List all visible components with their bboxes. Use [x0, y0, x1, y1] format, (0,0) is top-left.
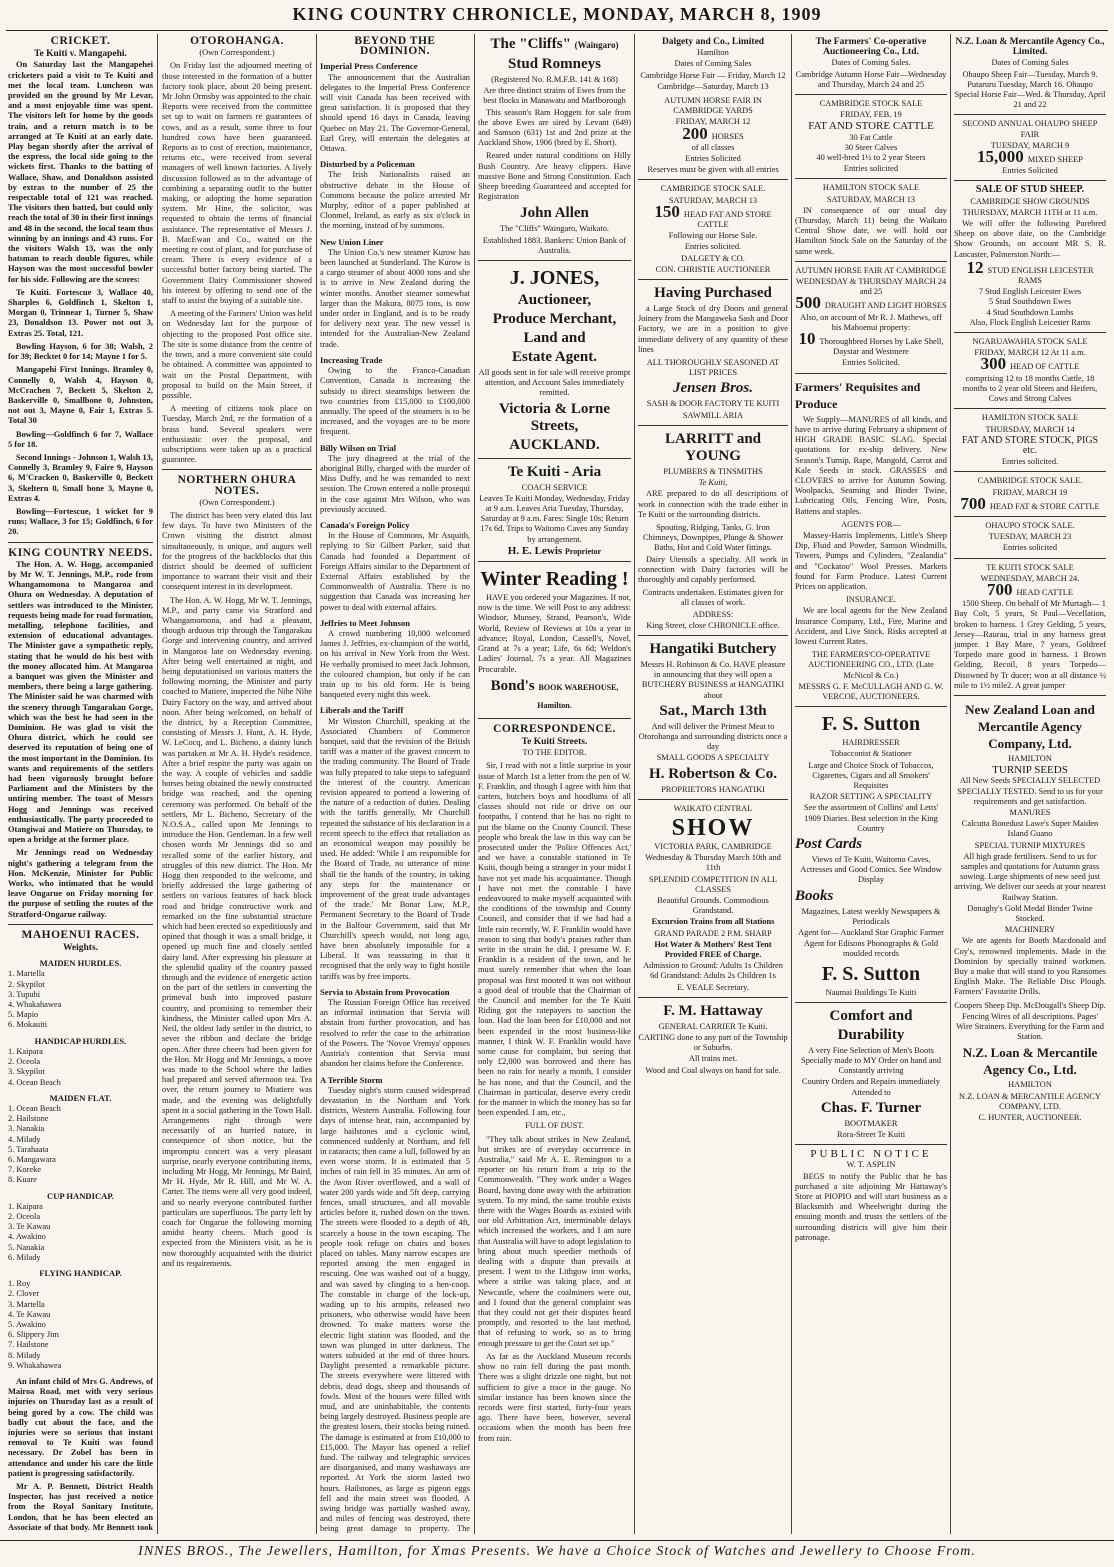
- special-body: All high grade fertilisers. Send to us for samples and quotations for Autumn grass sowing. Large shipments of new seed just arriving. We deliver our seeds at your nearest Railway Station.: [954, 851, 1106, 902]
- binder: Donaghy's Gold Medal Binder Twine Stocked.: [967, 903, 1093, 924]
- jones-line: Produce Merchant,: [492, 311, 617, 328]
- news-item: As far as the Auckland Museum records show no rain fell during the past month. There was a slight drizzle one night, but not sufficient to give a trace in the gauge. No similar instance has been known since the records were first started, forty-four years ago. There have been, however, several occasions when the month has been free from rain.: [478, 1351, 631, 1443]
- jones-city: AUCKLAND.: [509, 436, 600, 453]
- veale: E. VEALE Secretary.: [677, 982, 749, 992]
- byline: (Own Correspondent.): [199, 48, 275, 58]
- ham-date: THURSDAY, MARCH 14: [985, 424, 1075, 434]
- ngaru-date: FRIDAY, MARCH 12 At 11 a.m.: [974, 348, 1086, 358]
- king-country-heading: KING COUNTRY NEEDS.: [8, 546, 153, 559]
- turner: Chas. F. Turner: [820, 1099, 922, 1116]
- te-kuiti: Te Kuiti,: [698, 478, 728, 488]
- ham-stock: HAMILTON STOCK SALE: [822, 183, 920, 193]
- seasoned: ALL THOROUGHLY SEASONED AT LIST PRICES: [646, 358, 780, 378]
- race-entry: 8. Kuare: [8, 1175, 37, 1185]
- insurance-body: We are local agents for the New Zealand Insurance Company, Ltd., Fire, Marine and Accident, and Live Stock. Risks accepted at lowest Current Rates.: [795, 606, 947, 646]
- beyond-item-title: Imperial Press Conference: [320, 61, 418, 72]
- public-notice: PUBLIC NOTICE: [810, 1148, 932, 1161]
- nzloan-title: N.Z. Loan & Mercantile Agency Co., Limited.: [955, 37, 1105, 58]
- larritt-body: ARE prepared to do all descriptions of work in connection with the trade either in Te Kuiti or the surrounding districts.: [638, 489, 788, 519]
- agent: Agent for Edisons Phonographs & Gold moulded records: [803, 939, 939, 959]
- entries: Entries solicited: [1002, 543, 1058, 553]
- naumai: Naumai Buildings Te Kuiti: [825, 987, 917, 997]
- cricket-scores: Te Kuiti. Fortescue 3, Wallace 40, Sharples 6, Goldfinch 1, Skelton 1, Morgan 0, Trinnear 1, Turner 5, Shaw 23, Donaldson 13. Power not out 3, Extras 25. Total, 121.: [8, 287, 153, 338]
- cricket-bowling: Bowling—Goldfinch 6 for 7, Wallace 5 for 18.: [8, 429, 153, 449]
- manures: MANURES: [1009, 807, 1051, 817]
- sutton: F. S. Sutton: [821, 713, 921, 736]
- ewes-list: 7 Stud English Leicester Ewes 5 Stud Southdown Ewes 4 Stud Southdown Lambs Also, Flock English Leicester Rams: [969, 287, 1091, 327]
- jones-body: All goods sent in for sale will receive prompt attention, and Account Sales immediately remitted.: [478, 368, 631, 398]
- dates-title: Dates of Coming Sales: [991, 58, 1069, 68]
- req-title: Farmers' Requisites and Produce: [795, 379, 921, 411]
- news-item: Mr A. P. Bennett, District Health Inspector, has just received a notice from the Royal Sanitary Institute, London, that he has been elected an Associate of that body. Mr Bennett took: [8, 1482, 153, 1532]
- race-title: FLYING HANDICAP.: [39, 1267, 122, 1278]
- race-entry: 7. Koreke: [8, 1165, 42, 1175]
- ngaru: NGARUAWAHIA STOCK SALE: [972, 337, 1088, 347]
- correspondence-body: Sir, I read with not a little surprise in your issue of March 1st a letter from the pen of W. F. Franklin, and though I agree with him that carters, butchers boys and hoodlums of all classes should not ride or drive on our footpaths, I contend that he has no right to put the blame on the County Council. These people who break the law in this way can be prosecuted under the 'Police Offences Act,' and we have a constable stationed in Te Kuiti, though being a stranger in your midst I have not yet made his acquaintance. Though I have not met the constable I have endeavoured to make myself acquainted with the conditions of the township and County Council, and consider that if we had had a little rain recently, W. F. Franklin would have reason to sing that body's praises rather than write in the strain he did. I presume W. F. Franklin is a resident of the town, and he must surely remember that when the loan proposal was first mooted it was not without a good deal of trouble that the Chairman of the Council and member for the Te Kuiti Riding got the ratepayers to sanction the loan. Had the loan been for £10,000 and not been expended in the most business-like manner, I think W. F. Franklin would have some cause for complaint, but seeing that only £2,000 was borrowed and there has been no rain for nearly a month, I consider he has none, and that the Council, and the Chairman in particular, deserve every credit for the manner in which the money has so far been expended. I am, etc.,: [478, 761, 631, 1118]
- beyond-item-title: Billy Wilson on Trial: [320, 442, 397, 453]
- special: SPECIAL TURNIP MIXTURES: [974, 840, 1086, 850]
- sutton-body: Large and Choice Stock of Tobaccos, Cigarettes, Cigars and all Smokers' Requisites: [808, 760, 934, 790]
- stud-title: SALE OF STUD SHEEP.: [975, 184, 1085, 196]
- cricket-bowling: Bowling—Fortescue, 1 wicket for 9 runs; Wallace, 3 for 15; Goldfinch, 6 for 20.: [8, 506, 153, 537]
- tk-sale: TE KUITI STOCK SALE: [986, 562, 1074, 572]
- hattaway: F. M. Hattaway: [663, 1002, 763, 1019]
- entries: Entries Solicited.: [842, 358, 900, 368]
- postcards: Post Cards: [795, 836, 863, 852]
- race-title: CUP HANDICAP.: [46, 1190, 114, 1201]
- race-entry: 4. Awakino: [8, 1232, 46, 1242]
- ohaupo-date: TUESDAY, MARCH 23: [988, 532, 1072, 542]
- show-title: WAIKATO CENTRAL: [673, 803, 753, 813]
- address-label: ADDRESS:: [692, 609, 734, 619]
- beyond-item-title: New Union Liner: [320, 236, 384, 247]
- otorohanga-heading: OTOROHANGA.: [190, 35, 284, 47]
- cricket-bowling: Bowling Hayson, 6 for 38; Walsh, 2 for 39; Becktet 0 for 14; Mayne 1 for 5.: [8, 341, 153, 362]
- bonds: Bond's BOOK WAREHOUSE, Hamilton.: [490, 677, 619, 710]
- draught-body: Also, on account of Mr R. J. Mathews, off his Mahoenui property:: [800, 312, 942, 332]
- cricket-subheading: Te Kuiti v. Mangapehi.: [34, 49, 127, 60]
- durability: Durability: [837, 1026, 905, 1043]
- race-list: [8, 1104, 153, 1186]
- beyond-item-title: Increasing Trade: [320, 354, 383, 365]
- race-entry: 9. Whakahawea: [8, 1360, 62, 1370]
- race-entry: 2. Oceola: [8, 1211, 41, 1221]
- autumn-date: FRIDAY, MARCH 12: [675, 117, 751, 127]
- stud-place: CAMBRIDGE SHOW GROUNDS: [970, 196, 1090, 206]
- agents-body: Massey-Harris Implements, Little's Sheep Dip, Fluid and Powder, Samson Windmills, Towers, Pumps and Cylinders, "Zealandia" and "Cockatoo" Wool Presses. Markets found for Farm Produce. Latest Current Prices on application.: [795, 530, 947, 591]
- tk-date: WEDNESDAY, MARCH 24.: [980, 573, 1080, 583]
- christie: CON. CHRISTIE AUCTIONEER: [655, 264, 771, 274]
- race-entry: 6. Slippery Jim: [8, 1330, 59, 1340]
- robinson-date: Sat., March 13th: [659, 702, 767, 719]
- nzloan-sign: N.Z. LOAN & MERCANTILE AGENCY COMPANY, LTD.: [959, 1091, 1101, 1111]
- race-list: [8, 1202, 153, 1263]
- show-body: SPLENDID COMPETITION IN ALL CLASSES: [648, 874, 778, 894]
- diaries: See the assortment of Collins' and Letts' 1909 Diaries. Best selection in the King Country: [803, 803, 939, 833]
- race-entry: 3. Martella: [8, 1299, 45, 1309]
- larritt: LARRITT and YOUNG: [664, 430, 761, 464]
- race-entry: 1. Kaipara: [8, 1201, 43, 1211]
- race-entry: 6. Milady: [8, 1252, 41, 1262]
- king-country-body: Mr Jennings read on Wednesday night's gathering a telegram from the Hon. McKenzie, Minister for Public Works, who intimated that he would leave Ongarue on Friday morning for the purpose of settling the routes of the Stratford-Ongarue railway.: [8, 848, 153, 919]
- entries: Entries Solicited: [685, 154, 741, 164]
- autumn-title: AUTUMN HORSE FAIR IN CAMBRIDGE YARDS: [664, 96, 762, 116]
- race-entry: 2. Oceola: [8, 1057, 41, 1067]
- race-entry: 5. Awakino: [8, 1319, 46, 1329]
- req-body: We Supply—MANURES of all kinds, and have to arrive during February a shipment of HIGH GRADE BASIC SLAG. Special quotations for ex-ship delivery. New Season's Turnip, Rape, Mangold, Carrot and Kale Seeds in stock. GRASSES and CLOVERS to arrive for Autumn Sowing. Woolpacks, Seaming and Binder Twine, Lubricating Oils, Fencing Wire, Posts, Battens and staples.: [795, 414, 947, 516]
- column-1: [8, 34, 153, 1534]
- show-date: Wednesday & Thursday March 10th and 11th: [645, 853, 781, 873]
- asplin-body: BEGS to notify the Public that he has purchased a site adjoining Mr Hattaway's Store at PIOPIO and will start business as a Blacksmith and Wheelwright during the ensuing month and trusts the settlers of the surrounding districts will give him their patronage.: [795, 1171, 947, 1242]
- dalgety-place: Hamilton: [697, 48, 729, 58]
- column-divider: [316, 34, 317, 1534]
- show-place: VICTORIA PARK, CAMBRIDGE: [654, 841, 772, 851]
- mixed-sheep: 15,000 MIXED SHEEP: [977, 147, 1083, 167]
- show: SHOW: [671, 814, 755, 841]
- northern-ohura-body: The Hon. A. W. Hogg, Mr W. T. Jennings, M.P., and party came via Stratford and Whangamomona, and had a pleasant, though arduous trip through the Tangarakau Gorge and intervening country, and arrived in Mangaroa late on Wednesday evening. After being well entertained at night, and being deputationised on various matters the following morning, the Minister and party coached to Matiere, inspected the Nihe Nihe Dairy Factory on the way, and arrived about noon. After being welcomed, on behalf of the district, by a Reception Committee, consisting of Messrs J. Hunt, A. H. Hyde, W. LeCocq, and L. Bicheno, a dainty lunch was partaken at Mr A. H. Hyde's residence. After a brief respite the party was again on the way. A couple of vehicles and saddle horses being obtained the newly constructed bridge was reached, and the opening ceremony was performed. On behalf of the settlers, Mr L. Bicheno, Secretary of the N.O.S.A., called upon Mr Jennings to introduce the Hon. Gentleman. In a few well chosen words Mr Jennings did so and recalled some of the earlier history, and struggles of this new district. The Hon. Mr Hogg then responded to the welcome, and briefly addressed the large gathering of settlers on various features of back block road and bridge constructive work and remarked on the fine substantial structure which had been erected so expeditiously and opined that though it was a small bridge, it opened up much fine and closely settled dairy land. After expressing his pleasure at the splendid quality of the country passed through and the evidence of energetic action on the part of the settlers in converting the primeval bush into improved pasture country, and promising to remember their kindness, the Minister called upon Mrs A. Neil, the oldest lady settler in the district, to sever the ribbon and declare the bridge open. After three cheers had been given for the Hon. Mr Hogg and Mr Jennings, a move was made to the School where the ladies had prepared and served afternoon tea. Tea over, the return journey to Mtatiere was made, and the evening was delightfully spent in a social gathering in the Town Hall. Arrangements right through were necessarily of an hurried nature, in consequence of short notice, but the impromptu concert was a very pleasant surprise, nearly everyone contributing items, including Mr Hogg, Mr Jennings, Mr Baird, Mr H. Hyde, Mr R. Hill, and Mr W. A. Carter. The items were all very good indeed, and so nearly everyone contributed further particulars are superfluous. The party left by coach for Ongarue the following morning amidst hearty cheers. Much good is expected from the Ministers visit, as he is now thoroughly acquainted with the district and its requirements.: [162, 595, 312, 1268]
- otorohanga-body: On Friday last the adjourned meeting of those interested in the formation of a butter factory took place, about 20 being present. Mr John Ormsby was appointed to the chair. Reports were received from the committee set up to wait on farmers re guarantees of cows, and as a result, some three to four hundred cows have been guaranteed. Reports as to cost of erection, maintenance, returns etc., were received from several managers of well known factories. A lively discussion followed as to the advantage of combining a separating outfit to the butter making, or adopting the home separation system. Mr Hine, the solicitor, was requested to obtain the terms of financial assistance. The representative of Messrs J. B. MacEwan and Co., waited on the meeting re cost of plant, and for purchase of cream. There is every evidence of a successful butter factory being started. The Government Dairy Commissioner showed his interest by offering to send one of the staff to assist the buying of a suitable site.: [162, 61, 312, 306]
- race-list: [8, 1047, 153, 1088]
- beyond-item-title: Jeffries to Meet Johnson: [320, 617, 410, 628]
- cricket-body: On Saturday last the Mangapehei cricketers paid a visit to Te Kuiti and met the local team. Luncheon was provided on the ground by Mr Levar, and a most enjoyable time was spent. The visitors left for home by the goods train, and a return match is to be arranged at Te Kuiti at an early date. Play began shortly after the arrival of the express, the local side going to the wickets first. Thanks to the batting of Wallace, Shaw, and Donaldson assisted by extras to the number of 25 the respectable total of 121 was reached. The visitors then batted, but could only reach the total of 30 in their first innings and 48 in the second, the local team thus winning by an innings and 43 runs. For the visitors Walsh 13, was the only batsman to reach double figures, while Hayson was the most successful bowler for his side. Following are the scores:: [8, 60, 153, 284]
- jones-line: Land and: [523, 330, 586, 347]
- dates: Cambridge Autumn Horse Fair—Wednesday and Thursday, March 24 and 25: [795, 69, 947, 89]
- stud-body: We will offer the following Purebred Sheep on above date, on the Cambridge Show Grounds, on account MR S. R. Lancaster, Palmerston North:—: [954, 219, 1106, 259]
- autumn-date: WEDNESDAY & THURSDAY MARCH 24 and 25: [795, 277, 947, 297]
- carting: CARTING done to any part of the Township or Suburbs.: [638, 1033, 788, 1053]
- race-entry: 3. Nanakia: [8, 1124, 45, 1134]
- race-entry: 1. Kaipara: [8, 1046, 43, 1056]
- correspondence-sign: FULL OF DUST.: [525, 1121, 584, 1131]
- head-cattle: 700 HEAD CATTLE: [986, 579, 1074, 599]
- draught: 500 DRAUGHT AND LIGHT HORSES: [795, 293, 947, 313]
- horses: 200 HORSES: [682, 123, 744, 143]
- jensen-sub: SASH & DOOR FACTORY TE KUITI: [646, 399, 780, 409]
- entries: Entries solicited: [843, 164, 899, 174]
- news-item: An infant child of Mrs G. Andrews, of Mairoa Road, met with very serious injuries on Thursday last as a result of being gored by a cow. The child was badly cut about the face, and the injuries were so serious that instant removal to Te Kuiti was found necessary. Dr Zobel has been in attendance and under his care the little patient is progressing satisfactorily.: [8, 1376, 153, 1478]
- dates-title: Dates of Coming Sales.: [831, 58, 911, 68]
- beyond-item-body: The Irish Nationalists raised an obstructive debate in the House of Commons because the police arrested Mr Murphy, editor of a paper published at Clonmel, Ireland, as early as six o'clock in the morning, instead of by summons.: [320, 170, 470, 231]
- purchased-body: a Large Stock of dry Doors and general Joinery from the Mangaweka Sash and Door Factory, we are in a position to give immediate delivery of any quantity of these lines: [638, 304, 788, 354]
- sutton: F. S. Sutton: [821, 962, 921, 985]
- otorohanga-body: A meeting of citizens took place on Tuesday, March 2nd, re the formation of a brass band. Several speakers were enthusiastic over the proposal, and subscriptions were taken up as a practical guarantee.: [162, 404, 312, 465]
- carrier: GENERAL CARRIER Te Kuiti.: [658, 1021, 768, 1031]
- comfort: Comfort and: [829, 1007, 913, 1024]
- ham-body: IN consequence of our usual day (Thursday, March 11) being the Waikato Central Show date, we will hold our Hamilton Stock Sale on the Saturday of the same week.: [795, 205, 947, 256]
- footer-advert: INNES BROS., The Jewellers, Hamilton, for Xmas Presents. We have a Choice Stock of Watches and Jewellery to Choose From.: [0, 1540, 1114, 1566]
- dalgety-title: Dalgety and Co., Limited: [661, 37, 765, 47]
- nzloan: N.Z. Loan & Mercantile Agency Co., Ltd.: [962, 1045, 1098, 1078]
- smallgoods: SMALL GOODS A SPECIALTY: [656, 753, 770, 763]
- cam-date: FRIDAY, MARCH 19: [992, 487, 1068, 497]
- dates-title: Dates of Coming Sales: [674, 59, 752, 69]
- race-entry: 1. Ocean Beach: [8, 1103, 61, 1113]
- farmers-title: The Farmers' Co-operative Auctioneering Co., Ltd.: [815, 37, 927, 58]
- fat-store: FAT AND STORE CATTLE: [808, 120, 934, 133]
- rora: Rora-Street Te Kuiti: [836, 1130, 906, 1140]
- winter-body: HAVE you ordered your Magazines. If not, now is the time. We will Post to any address: Windsor, Munsey, Strand, Pearson's, Wide World, Review of Reviews at 10s a year in advance; Royal, London, Cassell's, Novel, Grand at 7s a year; Life, 6s 6d; Weldon's Ladies' Journal, 7s a year. All Magazines Procurable.: [478, 593, 631, 674]
- correspondence-to: TO THE EDITOR.: [522, 748, 587, 758]
- column-7: [954, 34, 1106, 1534]
- fencing: Fencing Wires of all descriptions. Pages' Wire Strainers. Everything for the Farm and Station.: [956, 1011, 1104, 1042]
- trains: All trains met.: [688, 1054, 738, 1064]
- sheep-date: TUESDAY, MARCH 9: [990, 140, 1070, 150]
- second-annual: SECOND ANNUAL OHAUPO SHEEP FAIR: [962, 119, 1098, 139]
- entries: Entries solicited.: [684, 242, 742, 252]
- lewis: H. E. Lewis Proprietor: [507, 544, 602, 557]
- beyond-item-title: Disturbed by a Policeman: [320, 159, 415, 170]
- sale-date: Cambridge Horse Fair — Friday, March 12: [640, 70, 786, 80]
- northern-ohura-heading: NORTHERN OHURA NOTES.: [177, 474, 297, 497]
- beyond-item-title: Liberals and the Tariff: [320, 705, 404, 716]
- dates-list: [638, 71, 788, 92]
- beyond-item-title: Canada's Foreign Policy: [320, 519, 410, 530]
- robertson-sub: PROPRIETORS HANGATIKI: [661, 784, 765, 794]
- purchased: Having Purchased: [654, 285, 772, 302]
- column-3: [320, 34, 470, 1534]
- head-cattle: 700 HEAD FAT & STORE CATTLE: [960, 493, 1100, 513]
- admission: Admission to Ground: Adults 1s Children 6d Grandstand: Adults 2s Children 1s: [643, 961, 783, 981]
- correspondence-sub: Te Kuiti Streets.: [521, 736, 588, 747]
- sawmill: SAWMILL ARIA: [682, 410, 744, 420]
- coach-body: Leaves Te Kuiti Monday, Wednesday, Friday at 9 a.m. Leaves Aria Tuesday, Thursday, Saturday at 9 a.m. Fares: Single 10s; Return 17s 6d. Trips to Waitomo Caves any Sunday by arrangement.: [479, 493, 630, 544]
- cliffs-title2: Stud Romneys: [508, 56, 601, 72]
- agents: AGENTS FOR—: [841, 519, 901, 529]
- race-entry: 4. Whakahawea: [8, 1000, 62, 1010]
- dalgety-sign: DALGETY & CO.: [681, 253, 745, 263]
- race-entry: 8. Milady: [8, 1350, 41, 1360]
- cliffs-body: This season's Ram Hoggets for sale from the above Ewes are sired by Levant (649) and Samson (631) 1st and 2nd prize at the Auckland Show, 1906 (bred by E. Short).: [478, 107, 631, 148]
- coopers: Coopers Sheep Dip. McDougall's Sheep Dip.: [954, 1000, 1106, 1010]
- beyond-item-body: The Union Co.'s new steamer Kurow has been launched at Sunderland. The Kurow is a cargo steamer of about 4000 tons and she is to arrive in New Zealand during the winter months. Another steamer somewhat larger than the Makura, 8075 tons, is now under order in England, and is to be ready for delivery next year. The new vessel is intended for the Australian-New Zealand trade.: [320, 247, 470, 349]
- race-entry: 5. Tarahaata: [8, 1144, 49, 1154]
- jones-line: Auctioneer,: [517, 292, 592, 309]
- ham-sale: HAMILTON STOCK SALE: [981, 413, 1079, 423]
- country: Country Orders and Repairs immediately Attended to: [801, 1077, 941, 1097]
- jones-name: J. JONES,: [509, 267, 600, 290]
- tobacconist: Tobacconist & Stationer: [830, 749, 912, 759]
- race-title: MAIDEN HURDLES.: [39, 958, 122, 969]
- thoroughbred: 10 Thoroughbred Horses by Lake Shell, Daystar and Westmere: [798, 329, 944, 357]
- beyond-heading: BEYOND THE DOMINION.: [354, 35, 436, 58]
- head-body: comprising 12 to 18 months Cattle, 18 months to 2 year old Steers and Heifers, Cows and Strong Calves: [962, 373, 1098, 404]
- race-title: MAIDEN FLAT.: [49, 1092, 112, 1103]
- cricket-heading: CRICKET.: [50, 35, 111, 47]
- comfort-body: A very Fine Selection of Men's Boots Specially made to MY Order on hand and Constantly arriving: [801, 1045, 941, 1076]
- beyond-item-body: A crowd numbering 10,000 welcomed James J. Jeffries, ex-champion of the world, on his arrival in New York from the West. He verbally promised to meet Jack Johnson, the coloured champion, but only if he can train up to his old form. He is being banqueted every night this week.: [320, 628, 470, 700]
- mccullagh: MESSRS G. F. McCULLAGH AND G. W. VERCOE, AUCTIONEERS.: [798, 681, 944, 701]
- hotwater: Hot Water & Mothers' Rest Tent Provided FREE of Charge.: [654, 939, 772, 959]
- cliffs-body: Reared under natural conditions on Hilly Bush Country. Are heavy clippers. Have massive Bone and Strong Constitution. Each Sheep breeding Guaranteed and accepted for Registration: [478, 151, 631, 202]
- cricket-mangapehi: Mangapehi First Innings. Bramley 0, Connelly 0, Walsh 4, Hayson 0, McCrachen 7, Beckett 5, Skelton 2, Baskerville 0, Smallbone 0, Johnston, not out 3, Mayne 0, Fair 1, Extras 5. Total 30: [8, 365, 153, 426]
- race-title: HANDICAP HURDLES.: [34, 1035, 127, 1046]
- beyond-item-body: The Russian Foreign Office has received an informal intimation that Servia will abstain from further provocation, and has resolved to refer the case to the arbitration of the Powers. The 'Novoe Vremya' opposes Austria's contention that Servia must abandon her claims before the Conference.: [320, 998, 470, 1069]
- agent: Agent for— Auckland Star Graphic Farmer: [798, 928, 944, 938]
- cam-stock: CAMBRIDGE STOCK SALE.: [660, 184, 766, 194]
- hamilton: HAMILTON: [1008, 1080, 1052, 1090]
- dates: Ohaupo Sheep Fair—Tuesday, March 9. Putaruru Tuesday, March 16. Ohaupo Special Horse Fair—Wed. & Thursday, April 21 and 22: [954, 69, 1106, 110]
- beyond-item-body: Tuesday night's storm caused widespread devastation in the Northam and York districts, Western Australia. Following four days of intense heat, rain, accompanied by large hailstones and a cyclonic wind, commenced suddenly at Northam, and fell in cataracts; then came a lull, followed by an even worse storm. It is estimated that 5 inches of rain fell in 35 minutes. An arm of the Avon River overflowed, and a wall of water 200 yards wide and 5ft deep, carrying fences, small structures, and all movable articles before it, rushed down on the town. The streets were flooded to a depth of 4ft, scarcely a house in the town escaping. The people took refuge on chairs and boxes placed on tables. Many narrow escapes are reported among the men engaged in rescuing. One was washed out of a buggy, and was saved by clinging to a hen-coop. The constable in charge of the lock-up, wading up to his armpits, released two prisoners, who otherwise would have been drowned. To make matters worse the electric light station was flooded, and the town was plunged in utter darkness. The waters subsided at the end of three hours. Daylight presented a remarkable picture. The streets everywhere were littered with debris, dead dogs, sheep and thousands of fowls. Most of the houses were filled with mud, and are uninhabitable, the contents being largely destroyed. Business people are the greatest losers, their stocks being ruined. The damage is estimated at from £10,000 to £15,000. The Mayor has opened a relief fund. The railway and telegraphic services are disorganised, and many washaways are reported. At York the storm lasted two hours. Hailstones, as large as pigeon eggs fell and the main street was flooded. A swing bridge was partially washed away, and miles of fencing was destroyed, there being great damage to property. The: [320, 1085, 470, 1534]
- race-entry: 2. Clover: [8, 1289, 40, 1299]
- byline: (Own Correspondent.): [199, 497, 275, 507]
- column-2: [162, 34, 312, 1534]
- column-divider: [950, 34, 951, 1534]
- allen-est: Established 1883. Bankers: Union Bank of Australia.: [482, 235, 627, 255]
- coach-title: Te Kuiti - Aria: [507, 463, 602, 480]
- nzloan: New Zealand Loan and Mercantile Agency Company, Ltd.: [965, 701, 1095, 751]
- robertson: H. Robertson & Co.: [649, 765, 777, 782]
- race-entry: 4. Ocean Beach: [8, 1077, 61, 1087]
- cam-date: FRIDAY, FEB. 19: [840, 110, 902, 120]
- plumbers: PLUMBERS & TINSMITHS: [663, 466, 763, 476]
- head-body: 1500 Sheep. On behalf of Mr Murtagh— 1 Bay Colt, 5 years, St Paul—Vecellation, broken to harness. 1 Grey Gelding, 5 years, Jersey—Raurau, trial in any harness great jumper. 1 Bay Mare, 7 years, Goldreef Torpedo mare good in harness. 1 Brown Gelding, Recoil, 8 years Torpedo—Disowned by Tr ducer; won at all distance ½ mile to 1½ mile2. A great jumper: [954, 599, 1106, 690]
- seeds-body: All New Seeds SPECIALLY SELECTED SPECIALLY TESTED. Send to us for your requirements and get satisfaction.: [957, 776, 1103, 806]
- bootmaker: BOOTMAKER: [844, 1118, 898, 1128]
- race-entry: 3. Te Kawau: [8, 1222, 51, 1232]
- otorohanga-body: A meeting of the Farmers' Union was held on Wednesday last for the purpose of objecting to the proposed Post office site. The site is some distance from the centre of the town, and a more convenient site could be obtained. A committee was appointed to wait on the Postal Department, with proposal to build on the Main Street, if possible.: [162, 309, 312, 400]
- sale-date: Cambridge—Saturday, March 13: [657, 81, 769, 91]
- race-list: [8, 1279, 153, 1371]
- manures-body: Calcutta Bonedust Lawe's Super Maiden Island Guano: [961, 819, 1099, 839]
- ohaupo: OHAUPO STOCK SALE.: [985, 520, 1075, 530]
- autumn: AUTUMN HORSE FAIR AT CAMBRIDGE: [795, 265, 947, 275]
- larritt-body: Spouting, Ridging, Tanks, G. Iron Chimneys, Downpipes, Plunge & Shower Baths, Hot and Cold Water fittings.: [642, 522, 784, 553]
- turnip: TURNIP SEEDS: [992, 764, 1068, 777]
- race-entry: 1. Martella: [8, 969, 45, 979]
- razor: RAZOR SETTING A SPECIALITY: [809, 792, 933, 802]
- entries: Entries solicited.: [1001, 457, 1059, 467]
- column-divider: [157, 34, 158, 1534]
- cam-stock: CAMBRIDGE STOCK SALE: [819, 99, 923, 109]
- robinson-body: And will deliver the Primest Meat to Otorohanga and surrounding districts once a day: [638, 721, 788, 752]
- column-divider: [474, 34, 475, 1534]
- cricket-second-innings: Second Innings - Johnson 1, Walsh 13, Connelly 3, Bramley 9, Faire 9, Hayson 6, M'Cracken 0, Baskerville 0, Beckett 3, Skeltern 0, Small bone 3, Mayne 0, Extras 4.: [8, 452, 153, 503]
- race-entry: 1. Roy: [8, 1279, 31, 1289]
- beyond-item-body: The announcement that the Australian delegates to the Imperial Press Conference will visit Canada has been received with great satisfaction. It is proposed that they should spend 16 days in Canada, leaving Quebec on May 21. The Governor-General, Earl Grey, will entertain the delegates at Ottawa.: [320, 72, 470, 154]
- race-entry: 2. Hailstone: [8, 1114, 49, 1124]
- cam-sale: CAMBRIDGE STOCK SALE.: [977, 476, 1083, 486]
- cam-date: SATURDAY, MARCH 13: [668, 195, 758, 205]
- hunter: C. HUNTER, AUCTIONEER.: [978, 1113, 1082, 1123]
- jones-line: Estate Agent.: [512, 349, 597, 366]
- machinery-body: We are agents for Booth Macdonald and Coy's, renowned implements. Made in the Dominion by specially trained workmen. Buy a make that will stand to you Ransomes English Make. The Reliable Disc Plough. Farmers' Favourite Drills.: [954, 936, 1106, 997]
- race-list: [8, 969, 153, 1030]
- beyond-items: [320, 61, 470, 1534]
- beyond-item-body: Owing to the Franco-Canadian Convention, Canada is increasing the subsidy to direct steamships between the two countries from £15,000 to £100,000 annually. The speed of the steamers is to be increased, and the voyages are to be more frequent.: [320, 366, 470, 437]
- race-entry: 7. Hailstone: [8, 1340, 49, 1350]
- race-entry: 4. Milady: [8, 1134, 41, 1144]
- wood: Wood and Coal always on hand for sale.: [645, 1065, 781, 1075]
- column-5: [638, 34, 788, 1534]
- race-entry: 2. Skypilot: [8, 979, 45, 989]
- allen-name: John Allen: [520, 205, 589, 222]
- robinson-body: Messrs H. Robinson & Co. HAVE pleasure in announcing that they will open a BUTCHERY BUSINESS at HANGATIKI about: [640, 659, 786, 700]
- ham-date: SATURDAY, MARCH 13: [826, 194, 916, 204]
- race-entry: 6. Mangawara: [8, 1154, 56, 1164]
- jones-address: Victoria & Lorne Streets,: [498, 400, 611, 434]
- king-country-body: The Hon. A. W. Hogg, accompanied by Mr W. T. Jennings, M.P., rode from Whangamomona to Mangaroa and Ohura on Wednesday. A deputation of settlers was introduced to the Minister, requests being made for road formation, metalling, telephone facilities, and extension of educational advantages. The Minister gave a sympathetic reply, stating that he would do his best with the money allocated him. At Mangaroa a banquet was given the Minister and members, there being a large gathering. The Minister said he was charmed with the scenery through Tangarakau Gorge, which was the best he had seen in the Dominion. He was glad to visit the Ohura district, which he could see deserved its reputation of being one of the most important in the Dominion. Its wants and requirements of the settlers had been vigorously brought before Parliament and the Ministers by the untiring member. The toast of Messrs Hogg and Jennings was received enthusiastically. The party proceeded to Otangiwai and Matiere on Thursday, to open a bridge at the former place.: [8, 559, 153, 845]
- head-cattle: 150 HEAD FAT AND STORE CATTLE: [654, 201, 772, 230]
- hamilton: HAMILTON: [1008, 753, 1052, 763]
- news-item: "They talk about strikes in New Zealand, but strikes are of everyday occurrence in Australia," said Mr A. E. Remington to a reporter on his return from a trip to the Commonwealth. "They work under a Wages Board, having done away with the arbitration system. To my mind, the same trouble exists there with the Wages Boards as existed with our old Arbitration Act, interminable delays which increased the workers, and I am sure that Australia will have to adopt legislation to bring about much speedier methods of dealing with a dispute than prevails at present. I went to the Lithgow iron works, where a strike was taking place, and at Newcastle, where the coalminers were out, and I found that the general complaint was that they could not get their disputes heard promptly, and resorted to the last method, that of refusing to work, so as to bring enough pressure to get the Court set up.": [478, 1134, 631, 1348]
- parade: GRAND PARADE 2 P.M. SHARP: [654, 928, 772, 938]
- insurance: INSURANCE.: [845, 595, 897, 605]
- cliffs-reg: (Registered No. R.M.F.B. 141 & 168): [491, 75, 618, 84]
- jones-lines: [478, 292, 631, 366]
- cliffs-title: The "Cliffs" (Waingaro): [490, 36, 619, 52]
- column-divider: [791, 34, 792, 1534]
- excursion: Excursion Trains from all Stations: [651, 917, 775, 927]
- race-entry: 4. Te Kawau: [8, 1309, 51, 1319]
- correspondence-heading: CORRESPONDENCE.: [493, 722, 616, 735]
- books-body: Magazines, Latest weekly Newspapers & Periodicals: [801, 906, 941, 926]
- allen-place: The "Cliffs" Waingaro, Waikato.: [500, 224, 609, 234]
- column-divider: [634, 34, 635, 1534]
- fat-pigs: FAT AND STORE STOCK, PIGS etc.: [961, 434, 1099, 456]
- rams: 12 STUD ENGLISH LEICESTER RAMS: [966, 257, 1094, 286]
- races-subheading: Weights.: [62, 943, 99, 954]
- hangatiki: Hangatiki Butchery: [649, 640, 777, 657]
- horses-sub: of all classes: [691, 142, 735, 152]
- address: King Street, close CHRONICLE office.: [646, 620, 780, 630]
- machinery: MACHINERY: [1004, 925, 1056, 935]
- race-entry: 5. Mapio: [8, 1010, 39, 1020]
- coach-sub: COACH SERVICE: [521, 482, 588, 492]
- races-heading: MAHOENUI RACES.: [21, 928, 140, 941]
- race-entry: 3. Skypilot: [8, 1067, 45, 1077]
- column-6: [795, 34, 947, 1534]
- race-entry: 6. Mokauiti: [8, 1020, 48, 1030]
- following: Following our Horse Sale.: [668, 231, 758, 241]
- northern-ohura-body: The district has been very elated this last few days. To have two Ministers of the Crown visiting the district almost simultaneously, is unique, and augurs well for the progress of the backblocks that this district should be deemed of sufficient importance to warrant their visit and their consequent interest in its development.: [162, 510, 312, 592]
- postcards-body: Views of Te Kuiti, Waitomo Caves, Actresses and Good Comics. See Window Display: [800, 855, 942, 885]
- race-entry: 3. Tupuhi: [8, 989, 41, 999]
- masthead-rule: [6, 30, 1108, 31]
- cliffs-body: Are three distinct strains of Ewes from the best flocks in Manawatu and Marlborough: [483, 86, 626, 106]
- column-4: [478, 34, 631, 1534]
- beyond-item-body: The jury disagreed at the trial of the aboriginal Billy, charged with the murder of Miss Duffy, and he was remanded to next session. The Crown entered a nolle prosequi in the case against Mrs Wilson, who was previously accused.: [320, 453, 470, 514]
- beyond-item-body: Mr Winston Churchill, speaking at the Associated Chambers of Commerce banquet, said that the revision of the British tariff was a matter of the gravest concern to the trading community. The Board of Trade was fully prepared to take steps to safeguard the interest of the country. American revision appeared to portend a lowering of the nature of a reduction of duties. Dealing with the tariffs generally, Mr Churchill repeated the substance of his declaration in a recent speech to the effect that retaliation as an economical weapon may possibly be used. He added: 'While I am responsible for the Board of Trade, no utterance of mine shall tie the hands of the country, in taking any steps for the maintenance or improvement of the great trade advantages of the trade.' Mr Bonar Law, M.P., Permanent Secretary to the Board of Trade in the Balfour Government, said that Mr Churchill's speech would, not long ago, have been absolutely impossible for a Liberal. It was reassuring in that it recognised that the only way to fight hostile tariffs was by free imports.: [320, 716, 470, 981]
- beyond-item-body: In the House of Commons, Mr Asquith, replying to Sir Gilbert Parker, said that Canada had founded a Department of Foreign Affairs similar to the Department of External Affairs established by the Commonwealth of Australia. There is no suggestion that Canada was increasing her power to deal with external affairs.: [320, 531, 470, 612]
- larritt-body: Dairy Utensils a specialty. All work in connection with Dairy factories will be thoroughly and capably performed.: [638, 554, 788, 584]
- entries: Entries Solicited: [1002, 166, 1058, 176]
- masthead: KING COUNTRY CHRONICLE, MONDAY, MARCH 8, 1909: [292, 4, 822, 24]
- stud-date: THURSDAY, MARCH 11TH at 11 a.m.: [962, 207, 1098, 217]
- show-grounds: Beautiful Grounds. Commodious Grandstand.: [657, 895, 769, 916]
- head-cattle: 300 HEAD OF CATTLE: [980, 354, 1080, 374]
- race-entry: 5. Nanakia: [8, 1242, 45, 1252]
- jensen: Jensen Bros.: [672, 380, 754, 397]
- reserves: Reserves must be given with all entries: [647, 165, 779, 175]
- books: Books: [795, 887, 834, 904]
- beyond-item-title: Servia to Abstain from Provocation: [320, 986, 450, 997]
- beyond-item-title: A Terrible Storm: [320, 1074, 383, 1085]
- hairdresser: HAIRDRESSER: [842, 738, 900, 748]
- larritt-body: Contracts undertaken. Estimates given for all classes of work.: [642, 588, 784, 608]
- cattle-list: 30 Fat Cattle 30 Steer Calves 40 well-bred 1½ to 2 year Steers: [816, 132, 926, 163]
- farmers-sign: THE FARMERS'CO-OPERATIVE AUCTIONEERING CO., LTD. (Late McNicol & Co.): [808, 650, 934, 680]
- winter-reading: Winter Reading !: [480, 568, 629, 591]
- asplin: W. T. ASPLIN: [846, 1160, 896, 1170]
